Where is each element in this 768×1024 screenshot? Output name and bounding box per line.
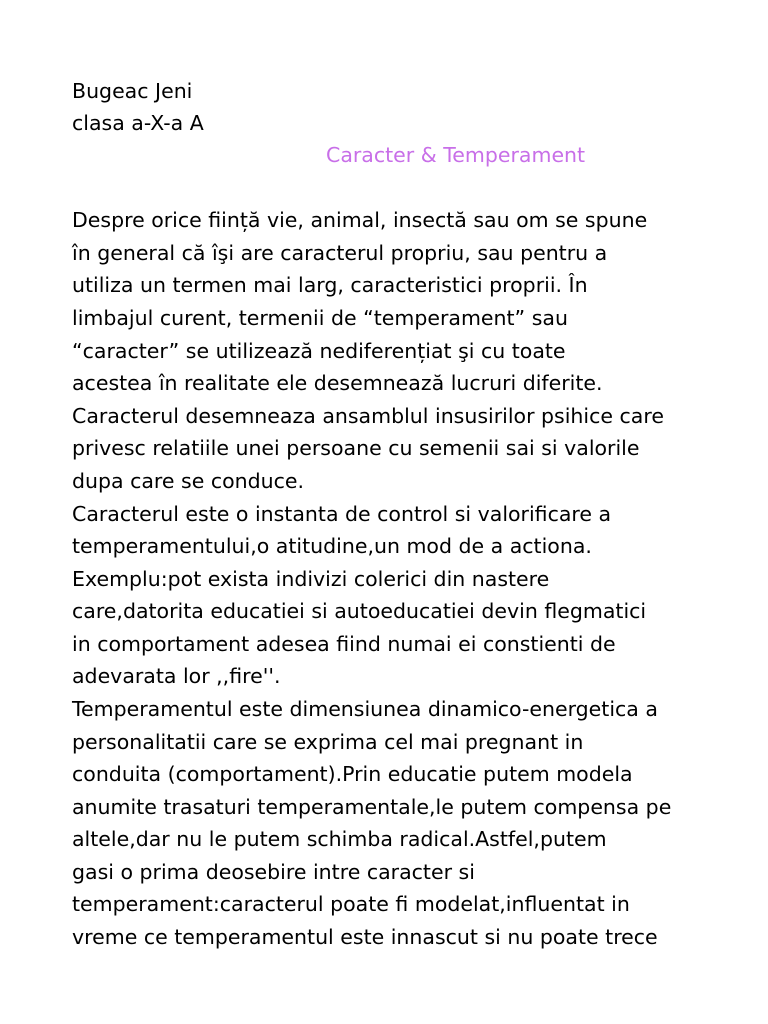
body-line: “caracter” se utilizează nediferențiat şi cu toate: [72, 339, 566, 363]
body-line: conduita (comportament).Prin educatie putem modela: [72, 762, 633, 786]
document-title: Caracter & Temperament: [326, 143, 586, 167]
body-line: temperamentului,o atitudine,un mod de a actiona.: [72, 534, 592, 558]
body-line: gasi o prima deosebire intre caracter si: [72, 860, 475, 884]
body-line: în general că îşi are caracterul propriu, sau pentru a: [72, 241, 608, 265]
body-line: privesc relatiile unei persoane cu semenii sai si valorile: [72, 436, 640, 460]
body-line: acestea în realitate ele desemnează lucruri diferite.: [72, 371, 603, 395]
body-line: limbajul curent, termenii de “temperament” sau: [72, 306, 568, 330]
body-line: anumite trasaturi temperamentale,le putem compensa pe: [72, 795, 672, 819]
body-line: utiliza un termen mai larg, caracteristici proprii. În: [72, 273, 588, 297]
body-line: care,datorita educatiei si autoeducatiei devin flegmatici: [72, 599, 647, 623]
body-line: vreme ce temperamentul este innascut si nu poate trece: [72, 925, 658, 949]
body-line: personalitatii care se exprima cel mai pregnant in: [72, 730, 584, 754]
body-line: dupa care se conduce.: [72, 469, 305, 493]
body-line: adevarata lor ,,fire''.: [72, 664, 281, 688]
body-line: Caracterul desemneaza ansamblul insusirilor psihice care: [72, 404, 664, 428]
body-line: in comportament adesea fiind numai ei constienti de: [72, 632, 616, 656]
body-line: Temperamentul este dimensiunea dinamico-energetica a: [72, 697, 658, 721]
author-name: Bugeac Jeni: [72, 79, 193, 103]
class-label: clasa a-X-a A: [72, 111, 204, 135]
body-line: Exemplu:pot exista indivizi colerici din nastere: [72, 567, 550, 591]
body-line: Caracterul este o instanta de control si valorificare a: [72, 502, 612, 526]
body-line: altele,dar nu le putem schimba radical.Astfel,putem: [72, 827, 607, 851]
body-line: temperament:caracterul poate fi modelat,influentat in: [72, 892, 630, 916]
body-line: Despre orice ființă vie, animal, insectă sau om se spune: [72, 208, 648, 232]
